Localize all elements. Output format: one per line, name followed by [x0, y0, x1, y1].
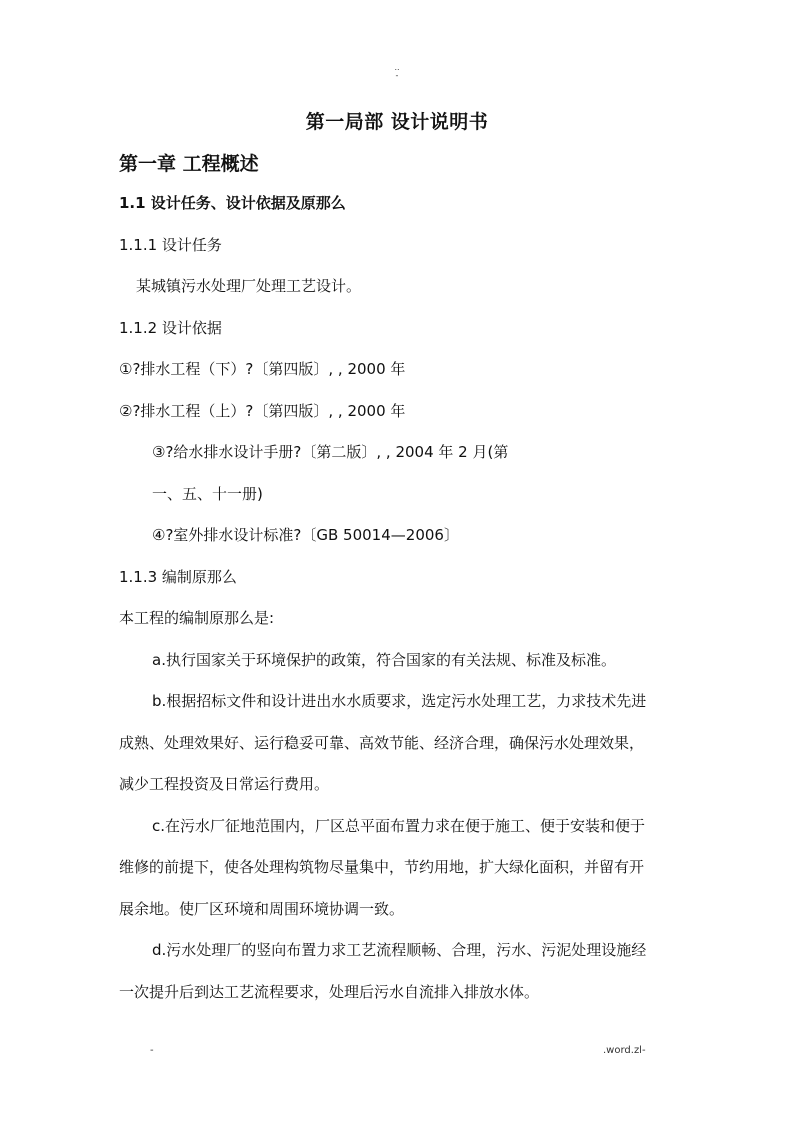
- document-title: 第一局部 设计说明书: [305, 111, 489, 133]
- subsection-heading-1-1-2: 1.1.2 设计依据: [119, 319, 222, 337]
- principle-b-line-3: 减少工程投资及日常运行费用。: [119, 775, 330, 793]
- reference-item-3: ③?给水排水设计手册?〔第二版〕, , 2004 年 2 月(第: [152, 443, 509, 461]
- subsection-heading-1-1-3: 1.1.3 编制原那么: [119, 568, 237, 586]
- reference-item-4: ④?室外排水设计标准?〔GB 50014—2006〕: [152, 526, 459, 544]
- principle-b-line-1: b.根据招标文件和设计进出水水质要求，选定污水处理工艺，力求技术先进: [152, 692, 647, 710]
- header-dots: ..: [394, 63, 400, 72]
- principle-a: a.执行国家关于环境保护的政策，符合国家的有关法规、标准及标准。: [152, 651, 616, 669]
- principle-c-line-1: c.在污水厂征地范围内，厂区总平面布置力求在便于施工、便于安装和便于: [152, 817, 646, 835]
- reference-item-1: ①?排水工程（下）?〔第四版〕, , 2000 年: [119, 360, 406, 378]
- principle-d-line-2: 一次提升后到达工艺流程要求，处理后污水自流排入排放水体。: [119, 983, 540, 1001]
- header-dash: -: [395, 71, 399, 80]
- chapter-heading: 第一章 工程概述: [119, 153, 259, 175]
- principle-b-line-2: 成熟、处理效果好、运行稳妥可靠、高效节能、经济合理，确保污水处理效果，: [119, 734, 645, 752]
- reference-item-2: ②?排水工程（上）?〔第四版〕, , 2000 年: [119, 402, 406, 420]
- design-task-text: 某城镇污水处理厂处理工艺设计。: [136, 277, 362, 295]
- subsection-heading-1-1-1: 1.1.1 设计任务: [119, 236, 222, 254]
- principle-c-line-2: 维修的前提下，使各处理构筑物尽量集中，节约用地，扩大绿化面积，并留有开: [119, 858, 645, 876]
- principle-d-line-1: d.污水处理厂的竖向布置力求工艺流程顺畅、合理，污水、污泥处理设施经: [152, 941, 647, 959]
- reference-item-3-continued: 一、五、十一册): [152, 485, 263, 503]
- footer-right-text: .word.zl-: [603, 1045, 646, 1056]
- principles-intro: 本工程的编制原那么是:: [119, 609, 275, 627]
- footer-left-mark: -: [150, 1045, 154, 1056]
- section-heading: 1.1 设计任务、设计依据及原那么: [119, 194, 346, 212]
- principle-c-line-3: 展余地。使厂区环境和周围环境协调一致。: [119, 900, 405, 918]
